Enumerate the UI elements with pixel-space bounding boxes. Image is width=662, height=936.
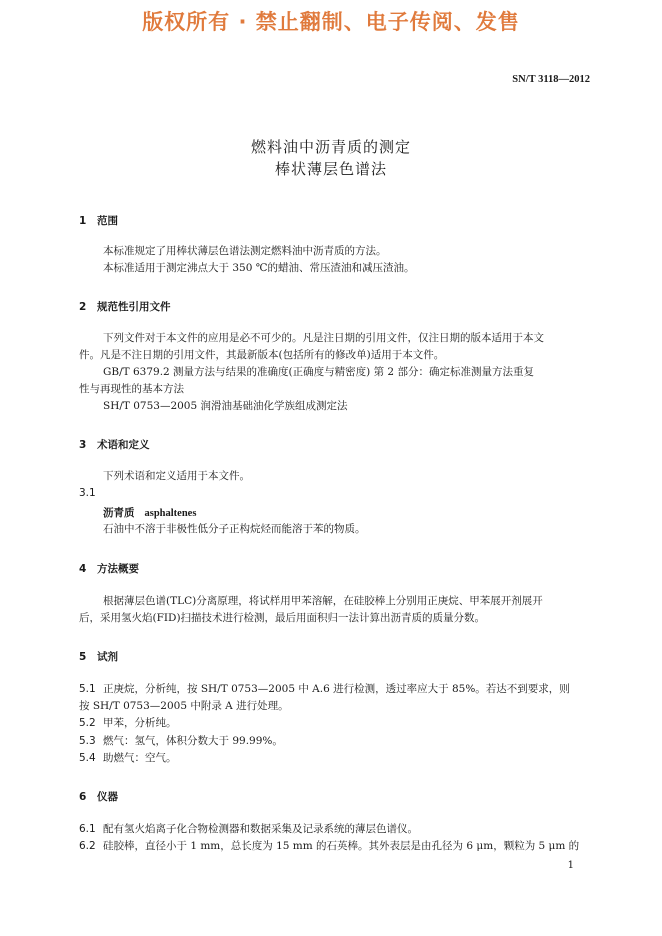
paragraph: 本标准规定了用棒状薄层色谱法测定燃料油中沥青质的方法。 <box>103 245 387 257</box>
list-item <box>79 821 591 838</box>
section-5-heading <box>79 649 118 664</box>
term-number: 3.1 <box>79 487 96 499</box>
item-text: 硅胶棒，直径小于 1 mm，总长度为 15 mm 的石英棒。其外表层是由孔径为 6 μm，颗粒为 5 μm 的 <box>103 840 580 852</box>
reference-item-continued: 性与再现性的基本方法 <box>79 383 184 395</box>
document-code: SN/T 3118—2012 <box>512 74 590 85</box>
list-item-continued: 按 SH/T 0753—2005 中附录 A 进行处理。 <box>79 700 289 712</box>
section-2-heading <box>79 299 171 314</box>
list-item <box>79 681 591 698</box>
section-number: 4 <box>79 563 87 575</box>
section-number: 5 <box>79 651 87 663</box>
section-1-heading <box>79 213 118 228</box>
section-4-heading <box>79 561 139 576</box>
section-title: 规范性引用文件 <box>97 301 171 313</box>
item-text: 燃气：氢气，体积分数大于 99.99%。 <box>103 735 283 747</box>
section-title: 范围 <box>97 215 118 227</box>
section-number: 3 <box>79 439 87 451</box>
reference-item: GB/T 6379.2 测量方法与结果的准确度(正确度与精密度) 第 2 部分：确定标准测量方法重复 <box>103 366 534 378</box>
item-number: 5.1 <box>79 683 96 695</box>
section-3-heading <box>79 437 150 452</box>
item-text: 正庚烷，分析纯，按 SH/T 0753—2005 中 A.6 进行检测，透过率应大于 85%。若达不到要求，则 <box>103 683 570 695</box>
paragraph: 下列文件对于本文件的应用是必不可少的。凡是注日期的引用文件，仅注日期的版本适用于本文 <box>103 332 544 344</box>
item-number: 6.1 <box>79 823 96 835</box>
paragraph: 根据薄层色谱(TLC)分离原理，将试样用甲苯溶解，在硅胶棒上分别用正庚烷、甲苯展开剂展开 <box>103 595 543 607</box>
section-title: 试剂 <box>97 651 118 663</box>
section-6-heading <box>79 789 118 804</box>
item-number: 5.3 <box>79 735 96 747</box>
paragraph-continued: 件。凡是不注日期的引用文件，其最新版本(包括所有的修改单)适用于本文件。 <box>79 349 445 361</box>
term-english: asphaltenes <box>144 508 197 519</box>
item-text: 配有氢火焰离子化合物检测器和数据采集及记录系统的薄层色谱仪。 <box>103 823 418 835</box>
copyright-banner: 版权所有 · 禁止翻制、电子传阅、发售 <box>142 10 520 34</box>
item-number: 5.4 <box>79 752 96 764</box>
item-number: 6.2 <box>79 840 96 852</box>
section-title: 方法概要 <box>97 563 139 575</box>
section-number: 1 <box>79 215 87 227</box>
paragraph: 本标准适用于测定沸点大于 350 ℃的蜡油、常压渣油和减压渣油。 <box>103 262 415 274</box>
term-definition: 石油中不溶于非极性低分子正构烷烃而能溶于苯的物质。 <box>103 523 366 535</box>
item-number: 5.2 <box>79 717 96 729</box>
section-title: 术语和定义 <box>97 439 150 451</box>
term-chinese: 沥青质 <box>103 507 135 519</box>
paragraph-continued: 后，采用氢火焰(FID)扫描技术进行检测，最后用面积归一法计算出沥青质的质量分数。 <box>79 612 486 624</box>
item-text: 甲苯，分析纯。 <box>103 717 177 729</box>
document-subtitle: 棒状薄层色谱法 <box>274 160 387 178</box>
section-number: 6 <box>79 791 87 803</box>
reference-item: SH/T 0753—2005 润滑油基础油化学族组成测定法 <box>103 400 348 412</box>
document-title: 燃料油中沥青质的测定 <box>250 138 411 156</box>
list-item <box>79 750 591 767</box>
list-item <box>79 733 591 750</box>
section-title: 仪器 <box>97 791 118 803</box>
list-item <box>79 715 591 732</box>
list-item <box>79 838 591 855</box>
term-entry <box>103 505 196 520</box>
page-number: 1 <box>567 860 574 871</box>
section-number: 2 <box>79 301 87 313</box>
paragraph: 下列术语和定义适用于本文件。 <box>103 470 250 482</box>
item-text: 助燃气：空气。 <box>103 752 177 764</box>
